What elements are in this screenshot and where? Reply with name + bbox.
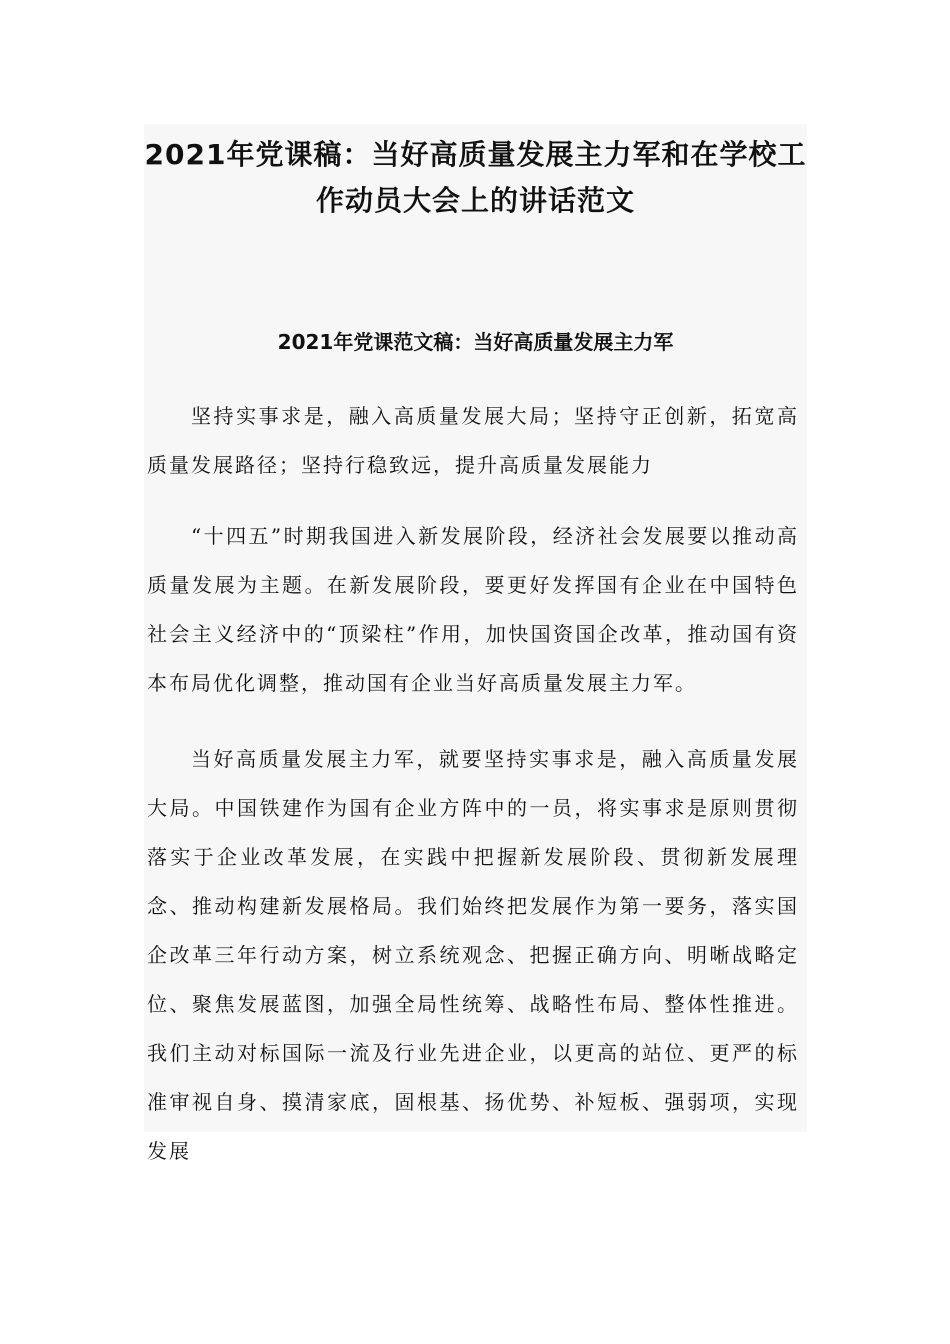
paragraph-2: “十四五”时期我国进入新发展阶段，经济社会发展要以推动高质量发展为主题。在新发展阶段，要更好发挥国有企业在中国特色社会主义经济中的“顶梁柱”作用，加快国资国企改革，推动国有资本布局优化调整，推动国有企业当好高质量发展主力军。 [147, 524, 799, 695]
paragraph-3: 当好高质量发展主力军，就要坚持实事求是，融入高质量发展大局。中国铁建作为国有企业方阵中的一员，将实事求是原则贯彻落实于企业改革发展，在实践中把握新发展阶段、贯彻新发展理念、推动构建新发展格局。我们始终把发展作为第一要务，落实国企改革三年行动方案，树立系统观念、把握正确方向、明晰战略定位、聚焦发展蓝图，加强全局性统筹、战略性布局、整体性推进。我们主动对标国际一流及行业先进企业，以更高的站位、更严的标准审视自身、摸清家底，固根基、扬优势、补短板、强弱项，实现发展 [147, 747, 799, 1163]
section-heading: 2021年党课范文稿：当好高质量发展主力军 [277, 330, 674, 354]
paragraph-1: 坚持实事求是，融入高质量发展大局；坚持守正创新，拓宽高质量发展路径；坚持行稳致远，提升高质量发展能力 [147, 404, 799, 477]
document-title: 2021年党课稿：当好高质量发展主力军和在学校工作动员大会上的讲话范文 [144, 138, 807, 217]
